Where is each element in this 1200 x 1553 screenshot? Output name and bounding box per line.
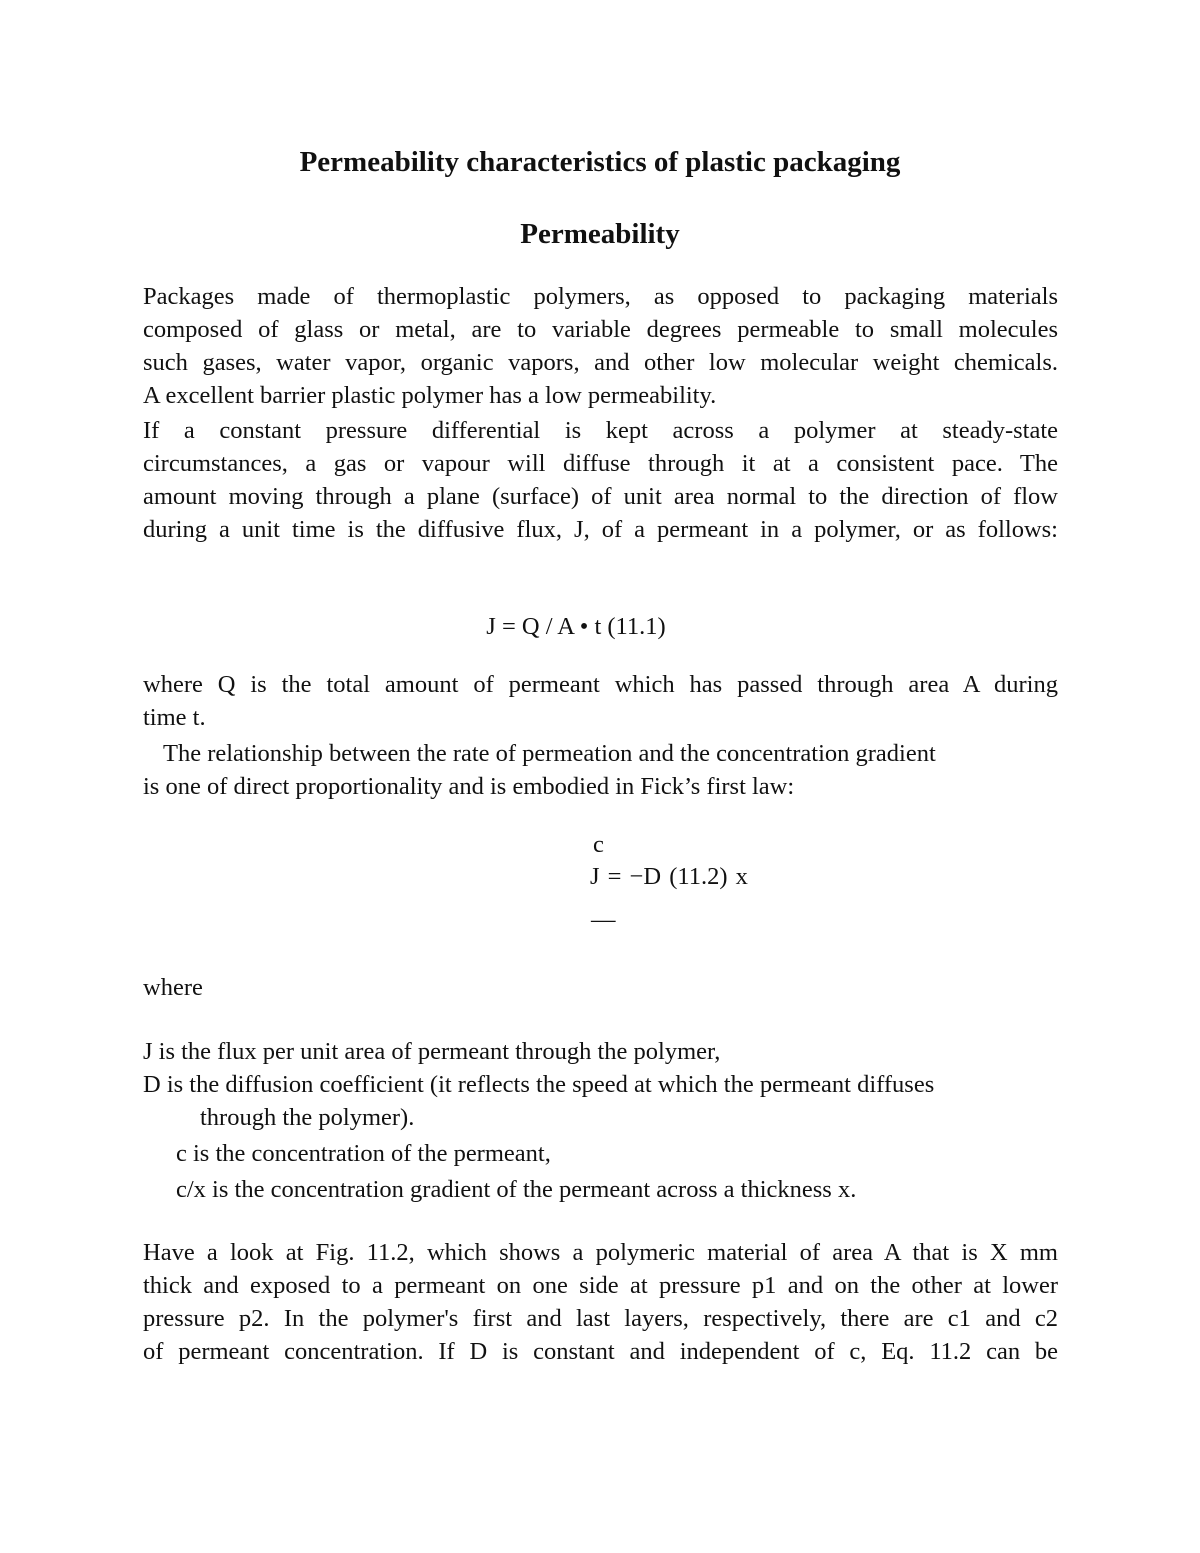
paragraph2-line1: If a constant pressure differential is kept across a polymer at steady-state	[143, 417, 1058, 444]
definition-j: J is the flux per unit area of permeant through the polymer,	[143, 1038, 721, 1065]
paragraph1-line4: A excellent barrier plastic polymer has a low permeability.	[143, 382, 717, 409]
paragraph2-line3: amount moving through a plane (surface) of unit area normal to the direction of flow	[143, 483, 1058, 510]
definition-c: c is the concentration of the permeant,	[176, 1140, 551, 1167]
definition-d: D is the diffusion coefficient (it reflects the speed at which the permeant diffuses	[143, 1071, 935, 1098]
equation-11-2-numerator: c	[593, 831, 604, 858]
paragraph1-line1: Packages made of thermoplastic polymers, as opposed to packaging materials	[143, 283, 1058, 310]
paragraph1-line2: composed of glass or metal, are to variable degrees permeable to small molecules	[143, 316, 1058, 343]
paragraph3-line1: where Q is the total amount of permeant which has passed through area A during	[143, 671, 1058, 698]
paragraph4-line2: is one of direct proportionality and is embodied in Fick’s first law:	[143, 773, 795, 800]
paragraph5-line4: of permeant concentration. If D is constant and independent of c, Eq. 11.2 can be	[143, 1338, 1058, 1365]
equation-11-2-main: J = −D (11.2) x	[590, 863, 748, 890]
paragraph4-line1: The relationship between the rate of permeation and the concentration gradient	[163, 740, 936, 767]
equation-11-1: J = Q / A • t (11.1)	[486, 613, 666, 640]
document-title: Permeability characteristics of plastic packaging	[299, 146, 901, 178]
definition-d-continued: through the polymer).	[200, 1104, 415, 1131]
paragraph2-line4: during a unit time is the diffusive flux, J, of a permeant in a polymer, or as follows:	[143, 516, 1058, 543]
paragraph3-line2: time t.	[143, 704, 206, 731]
paragraph5-line3: pressure p2. In the polymer's first and last layers, respectively, there are c1 and c2	[143, 1305, 1058, 1332]
where-label: where	[143, 974, 203, 1001]
paragraph5-line2: thick and exposed to a permeant on one side at pressure p1 and on the other at lower	[143, 1272, 1058, 1299]
paragraph1-line3: such gases, water vapor, organic vapors, and other low molecular weight chemicals.	[143, 349, 1058, 376]
paragraph5-line1: Have a look at Fig. 11.2, which shows a polymeric material of area A that is X mm	[143, 1239, 1058, 1266]
paragraph2-line2: circumstances, a gas or vapour will diffuse through it at a consistent pace. The	[143, 450, 1058, 477]
section-heading: Permeability	[520, 218, 680, 250]
definition-cx: c/x is the concentration gradient of the permeant across a thickness x.	[176, 1176, 857, 1203]
equation-11-2-bar: —	[591, 906, 616, 933]
